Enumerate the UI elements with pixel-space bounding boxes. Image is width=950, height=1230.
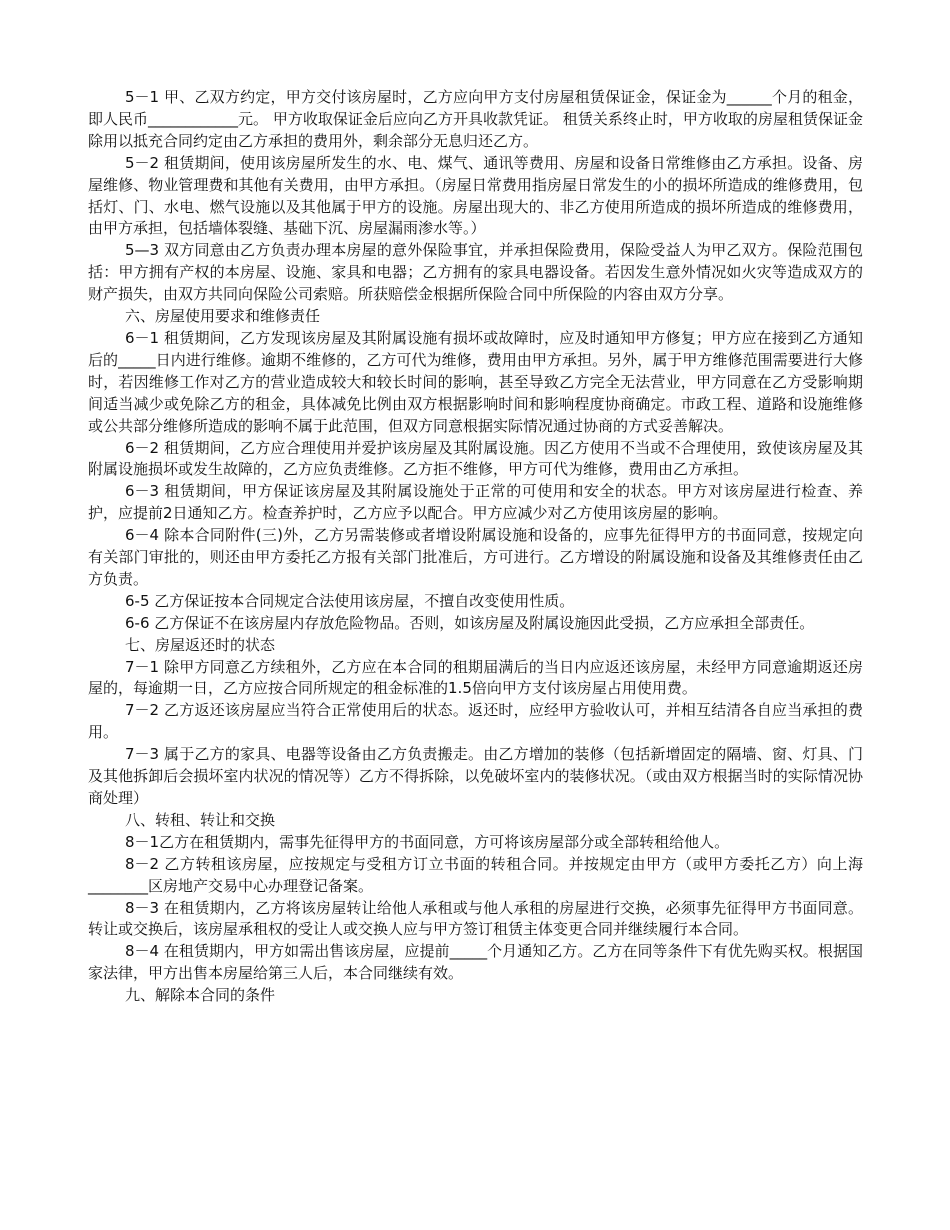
clause-8-4: 8－4 在租赁期内，甲方如需出售该房屋，应提前_____个月通知乙方。乙方在同等条件下有优先购买权。根据国家法律，甲方出售本房屋给第三人后，本合同继续有效。 <box>88 942 863 983</box>
clause-8-3: 8－3 在租赁期内，乙方将该房屋转让给他人承租或与他人承租的房屋进行交换，必须事先征得甲方书面同意。转让或交换后，该房屋承租权的受让人或交换人应与甲方签订租赁主体变更合同并继续履行本合同。 <box>88 898 863 939</box>
clause-6-2: 6－2 租赁期间，乙方应合理使用并爱护该房屋及其附属设施。因乙方使用不当或不合理使用，致使该房屋及其附属设施损坏或发生故障的，乙方应负责维修。乙方拒不维修，甲方可代为维修，费用由乙方承担。 <box>88 438 863 479</box>
clause-6-6: 6-6 乙方保证不在该房屋内存放危险物品。否则，如该房屋及附属设施因此受损，乙方应承担全部责任。 <box>125 613 815 632</box>
clause-6-4: 6－4 除本合同附件(三)外，乙方另需装修或者增设附属设施和设备的，应事先征得甲方的书面同意，按规定向有关部门审批的，则还由甲方委托乙方报有关部门批准后，方可进行。乙方增设的附属设施和设备及其维修责任由乙方负责。 <box>88 526 863 588</box>
section-heading-6: 六、房屋使用要求和维修责任 <box>125 307 321 326</box>
section-heading-8: 八、转租、转让和交换 <box>125 810 276 829</box>
clause-5-3: 5—3 双方同意由乙方负责办理本房屋的意外保险事宜，并承担保险费用，保险受益人为甲乙双方。保险范围包括：甲方拥有产权的本房屋、设施、家具和电器；乙方拥有的家具电器设备。若因发生意外情况如火灾等造成双方的财产损失，由双方共同向保险公司索赔。所获赔偿金根据所保险合同中所保险的内容由双方分享。 <box>88 241 863 304</box>
clause-7-1: 7－1 除甲方同意乙方续租外，乙方应在本合同的租期届满后的当日内应返还该房屋，未经甲方同意逾期返还房屋的，每逾期一日，乙方应按合同所规定的租金标准的1.5倍向甲方支付该房屋占用使用费。 <box>88 657 863 698</box>
clause-6-1: 6－1 租赁期间，乙方发现该房屋及其附属设施有损坏或故障时，应及时通知甲方修复；甲方应在接到乙方通知后的_____日内进行维修。逾期不维修的，乙方可代为维修，费用由甲方承担。另外，属于甲方维修范围需要进行大修时，若因维修工作对乙方的营业造成较大和较长时间的影响，甚至导致乙方完全无法营业，甲方同意在乙方受影响期间适当减少或免除乙方的租金，具体减免比例由双方根据影响时间和影响程度协商确定。市政工程、道路和设施维修或公共部分维修所造成的影响不属于此范围，但双方同意根据实际情况通过协商的方式妥善解决。 <box>88 328 863 435</box>
section-heading-9: 九、解除本合同的条件 <box>125 986 276 1005</box>
clause-7-2: 7－2 乙方返还该房屋应当符合正常使用后的状态。返还时，应经甲方验收认可，并相互结清各自应当承担的费用。 <box>88 701 863 742</box>
clause-8-2: 8－2 乙方转租该房屋，应按规定与受租方订立书面的转租合同。并按规定由甲方（或甲方委托乙方）向上海________区房地产交易中心办理登记备案。 <box>88 854 863 895</box>
clause-8-1: 8－1乙方在租赁期内，需事先征得甲方的书面同意，方可将该房屋部分或全部转租给他人。 <box>125 832 730 851</box>
clause-6-5: 6-5 乙方保证按本合同规定合法使用该房屋，不擅自改变使用性质。 <box>125 591 575 610</box>
section-heading-7: 七、房屋返还时的状态 <box>125 635 276 654</box>
clause-7-3: 7－3 属于乙方的家具、电器等设备由乙方负责搬走。由乙方增加的装修（包括新增固定的隔墙、窗、灯具、门及其他拆卸后会损坏室内状况的情况等）乙方不得拆除，以免破坏室内的装修状况。（或由双方根据当时的实际情况协商处理） <box>88 745 863 807</box>
clause-5-1: 5－1 甲、乙双方约定，甲方交付该房屋时，乙方应向甲方支付房屋租赁保证金，保证金为______个月的租金，即人民币____________元。 甲方收取保证金后应向乙方开具收款凭证。 租赁关系终止时，甲方收取的房屋租赁保证金除用以抵充合同约定由乙方承担的费用外，剩余部分无息归还乙方。 <box>88 88 863 150</box>
contract-page <box>88 87 863 1007</box>
clause-6-3: 6－3 租赁期间，甲方保证该房屋及其附属设施处于正常的可使用和安全的状态。甲方对该房屋进行检查、养护，应提前2日通知乙方。检查养护时，乙方应予以配合。甲方应减少对乙方使用该房屋的影响。 <box>88 482 863 523</box>
clause-5-2: 5－2 租赁期间，使用该房屋所发生的水、电、煤气、通讯等费用、房屋和设备日常维修由乙方承担。设备、房屋维修、物业管理费和其他有关费用，由甲方承担。（房屋日常费用指房屋日常发生的小的损坏所造成的维修费用，包括灯、门、水电、燃气设施以及其他属于甲方的设施。房屋出现大的、非乙方使用所造成的损坏所造成的维修费用，由甲方承担，包括墙体裂缝、基础下沉、房屋漏雨渗水等。） <box>88 153 863 238</box>
